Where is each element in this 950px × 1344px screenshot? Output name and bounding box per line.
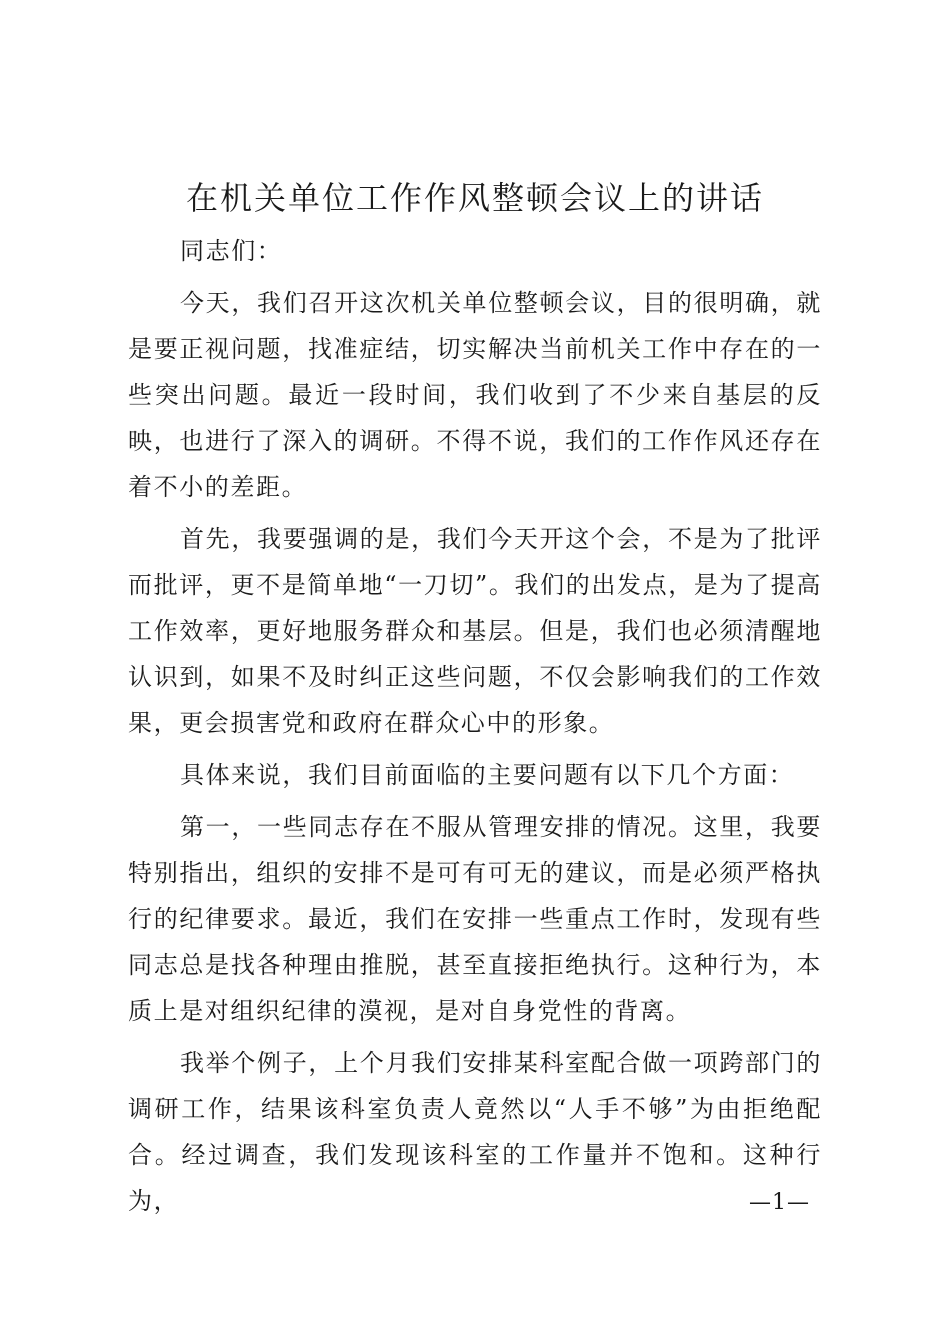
paragraph-1: 今天，我们召开这次机关单位整顿会议，目的很明确，就是要正视问题，找准症结，切实解决当前机关工作中存在的一些突出问题。最近一段时间，我们收到了不少来自基层的反映，也进行了深入的调研。不得不说，我们的工作作风还存在着不小的差距。: [128, 289, 822, 501]
document-body: [128, 228, 822, 1230]
paragraph-3: 具体来说，我们目前面临的主要问题有以下几个方面：: [180, 761, 795, 789]
document-title: 在机关单位工作作风整顿会议上的讲话: [185, 179, 764, 217]
salutation: 同志们：: [180, 237, 283, 265]
paragraph-4: 第一，一些同志存在不服从管理安排的情况。这里，我要特别指出，组织的安排不是可有可无的建议，而是必须严格执行的纪律要求。最近，我们在安排一些重点工作时，发现有些同志总是找各种理由推脱，甚至直接拒绝执行。这种行为，本质上是对组织纪律的漠视，是对自身党性的背离。: [128, 813, 822, 1025]
paragraph-2: 首先，我要强调的是，我们今天开这个会，不是为了批评而批评，更不是简单地“一刀切”。我们的出发点，是为了提高工作效率，更好地服务群众和基层。但是，我们也必须清醒地认识到，如果不及时纠正这些问题，不仅会影响我们的工作效果，更会损害党和政府在群众心中的形象。: [128, 525, 822, 737]
paragraph-5: 我举个例子，上个月我们安排某科室配合做一项跨部门的调研工作，结果该科室负责人竟然以“人手不够”为由拒绝配合。经过调查，我们发现该科室的工作量并不饱和。这种行为，: [128, 1049, 822, 1215]
page-number: —1—: [749, 1190, 810, 1215]
